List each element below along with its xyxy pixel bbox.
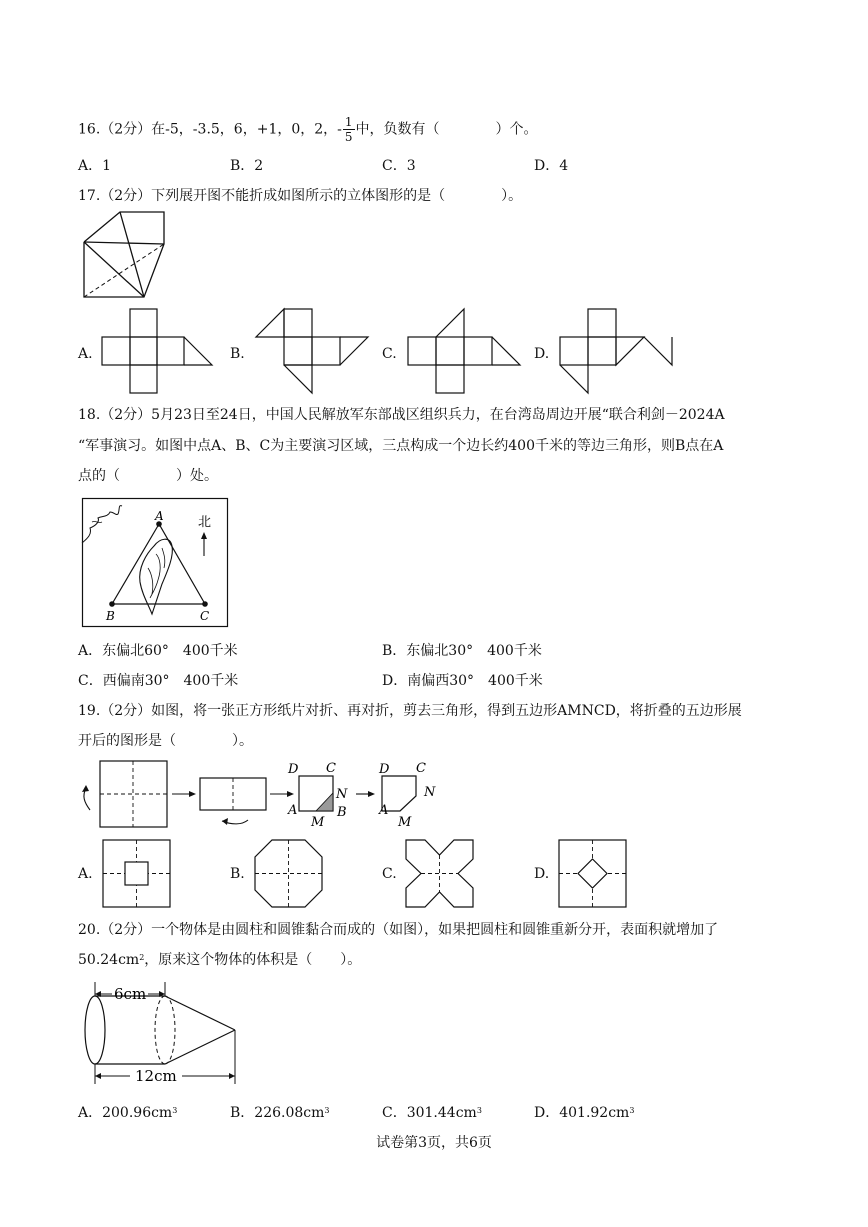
q17-option-a-label[interactable]: A. bbox=[78, 346, 93, 362]
q18-map-figure bbox=[82, 498, 228, 627]
q16-option-d[interactable]: D．4 bbox=[534, 158, 569, 174]
fig-label-m: M bbox=[311, 815, 325, 830]
q20-option-a-text: A．200.96cm bbox=[78, 1105, 173, 1121]
map-label-a: A bbox=[155, 509, 164, 523]
dim-label-12cm: 12cm bbox=[135, 1067, 177, 1085]
q20-option-b[interactable] bbox=[230, 1103, 329, 1123]
q19-option-a-label[interactable]: A. bbox=[78, 866, 93, 882]
q18-stem-line3: 点的（ ）处。 bbox=[78, 468, 218, 484]
fig-label-d: D bbox=[379, 762, 390, 777]
fig-label-a: A bbox=[379, 803, 389, 818]
q17-option-d-label[interactable]: D. bbox=[534, 346, 550, 362]
q20-option-b-sup: 3 bbox=[324, 1106, 330, 1115]
q16-option-a[interactable]: A．1 bbox=[78, 158, 112, 174]
q19-option-b-figure[interactable] bbox=[254, 839, 324, 909]
q19-folding-diagram bbox=[76, 758, 456, 830]
right-arrow-icon bbox=[172, 791, 196, 797]
q18-stem-line2: “军事演习。如图中点A、B、C为主要演习区域，三点构成一个边长约400千米的等边三角形，则B点在A bbox=[78, 438, 724, 454]
q19-option-c-figure[interactable] bbox=[405, 839, 475, 909]
q18-option-c[interactable]: C．西偏南30° 400千米 bbox=[78, 673, 239, 689]
fig-label-b: B bbox=[337, 805, 347, 820]
fig-label-c: C bbox=[326, 761, 336, 776]
q20-option-b-text: B．226.08cm bbox=[230, 1105, 325, 1121]
q17-option-b-net[interactable] bbox=[256, 309, 368, 395]
q17-option-c-net[interactable] bbox=[408, 309, 520, 395]
q19-option-d-label[interactable]: D. bbox=[534, 866, 550, 882]
q16-option-b[interactable]: B．2 bbox=[230, 158, 264, 174]
q16-option-c[interactable]: C．3 bbox=[382, 158, 416, 174]
q20-option-a-sup: 3 bbox=[172, 1106, 178, 1115]
q19-option-a-figure[interactable] bbox=[102, 839, 172, 909]
q20-surface-unit-sup: 2 bbox=[139, 953, 145, 962]
q20-stem-line2 bbox=[78, 950, 361, 970]
q20-stem-rest: ，原来这个物体的体积是（ ）。 bbox=[144, 952, 362, 968]
q16-stem-pre: 16.（2分）在-5，-3.5，6，+1，0，2，- bbox=[78, 121, 342, 138]
q20-stem-line1: 20.（2分）一个物体是由圆柱和圆锥黏合而成的（如图），如果把圆柱和圆锥重新分开，表面积就增加了 bbox=[78, 922, 719, 938]
q17-solid-figure bbox=[84, 212, 168, 302]
map-label-b: B bbox=[106, 609, 115, 623]
fold-arrow-icon bbox=[222, 818, 248, 825]
q19-option-c-label[interactable]: C. bbox=[382, 866, 397, 882]
q20-option-a[interactable] bbox=[78, 1103, 177, 1123]
right-arrow-icon bbox=[356, 791, 375, 797]
q19-stem-line1: 19.（2分）如图，将一张正方形纸片对折、再对折，剪去三角形，得到五边形AMNCD，将折叠的五边形展 bbox=[78, 703, 742, 719]
q17-option-d-net[interactable] bbox=[560, 309, 674, 395]
dim-label-6cm: 6cm bbox=[114, 985, 147, 1003]
q16-fraction bbox=[343, 115, 355, 144]
q18-option-d[interactable]: D．南偏西30° 400千米 bbox=[382, 673, 543, 689]
q19-option-b-label[interactable]: B. bbox=[230, 866, 245, 882]
fold-arrow-icon bbox=[82, 785, 90, 810]
q20-option-c[interactable] bbox=[382, 1103, 482, 1123]
q16-frac-den: 5 bbox=[344, 130, 353, 144]
q17-option-b-label[interactable]: B. bbox=[230, 346, 245, 362]
q17-stem: 17.（2分）下列展开图不能折成如图所示的立体图形的是（ ）。 bbox=[78, 188, 523, 204]
right-arrow-icon bbox=[270, 791, 294, 797]
fig-label-c: C bbox=[416, 761, 426, 776]
q20-solid-figure bbox=[82, 980, 242, 1088]
fig-label-d: D bbox=[288, 762, 299, 777]
q20-option-c-text: C．301.44cm bbox=[382, 1105, 477, 1121]
q20-option-d[interactable] bbox=[534, 1103, 634, 1123]
fig-label-n: N bbox=[336, 787, 348, 802]
q20-option-d-sup: 3 bbox=[629, 1106, 635, 1115]
fig-label-m: M bbox=[398, 815, 412, 830]
q17-option-c-label[interactable]: C. bbox=[382, 346, 397, 362]
q20-option-d-text: D．401.92cm bbox=[534, 1105, 630, 1121]
q16-stem-post: 中，负数有（ ）个。 bbox=[355, 121, 538, 138]
page-footer: 试卷第3页，共6页 bbox=[376, 1135, 492, 1151]
fig-label-n: N bbox=[424, 785, 436, 800]
q16-frac-num: 1 bbox=[344, 115, 353, 129]
q18-option-a[interactable]: A．东偏北60° 400千米 bbox=[78, 643, 238, 659]
q20-option-c-sup: 3 bbox=[476, 1106, 482, 1115]
q18-option-b[interactable]: B．东偏北30° 400千米 bbox=[382, 643, 542, 659]
fig-label-a: A bbox=[288, 803, 298, 818]
q18-stem-line1: 18.（2分）5月23日至24日，中国人民解放军东部战区组织兵力，在台湾岛周边开展“联合利剑－2024A bbox=[78, 407, 725, 423]
q19-stem-line2: 开后的图形是（ ）。 bbox=[78, 733, 253, 749]
map-label-c: C bbox=[200, 609, 210, 623]
q20-surface-value: 50.24cm bbox=[78, 952, 140, 968]
q17-option-a-net[interactable] bbox=[102, 309, 214, 395]
map-label-north: 北 bbox=[198, 515, 212, 530]
q16-stem bbox=[78, 115, 538, 144]
q19-option-d-figure[interactable] bbox=[558, 839, 628, 909]
